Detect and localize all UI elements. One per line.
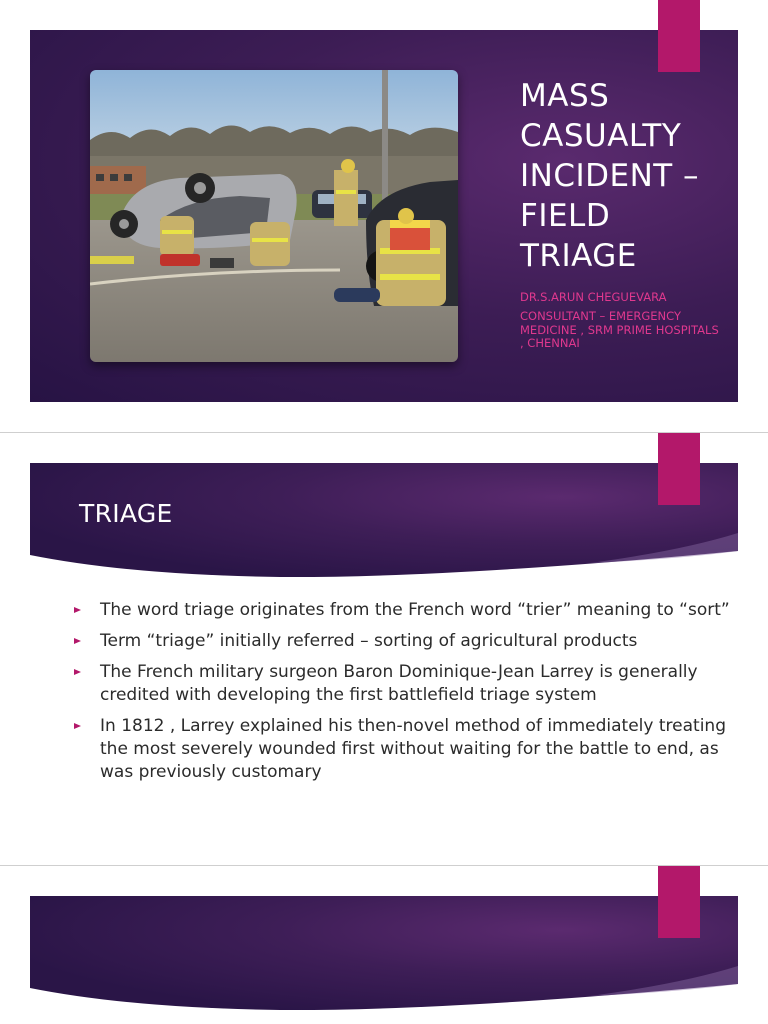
slide-2-triage bbox=[0, 433, 768, 865]
slide-title bbox=[520, 76, 735, 276]
author-name: DR.S.ARUN CHEGUEVARA bbox=[520, 290, 667, 304]
bullet-text: The word triage originates from the French word “trier” meaning to “sort” bbox=[100, 600, 730, 620]
scene-photo bbox=[90, 70, 458, 362]
list-item bbox=[74, 630, 734, 653]
author-affiliation: CONSULTANT – EMERGENCY MEDICINE , SRM PRIME HOSPITALS , CHENNAI bbox=[520, 309, 719, 350]
list-item bbox=[74, 661, 734, 707]
title-line: FIELD bbox=[520, 198, 611, 234]
bullet-arrow-icon bbox=[74, 669, 81, 675]
slide-1-title bbox=[0, 0, 768, 432]
accent-tab bbox=[658, 866, 700, 938]
title-line: CASUALTY bbox=[520, 118, 682, 154]
slide-title: TRIAGE bbox=[79, 499, 173, 528]
bullet-text: Term “triage” initially referred – sorting of agricultural products bbox=[100, 631, 638, 651]
list-item bbox=[74, 599, 734, 622]
bullet-text: The French military surgeon Baron Dominique-Jean Larrey is generally credited with developing the first battlefield triage system bbox=[100, 662, 698, 705]
title-banner bbox=[30, 896, 738, 1016]
bullet-text: In 1812 , Larrey explained his then-novel method of immediately treating the most severely wounded first without waiting for the battle to end, as was previously customary bbox=[100, 716, 726, 782]
bullet-arrow-icon bbox=[74, 723, 81, 729]
bullet-arrow-icon bbox=[74, 638, 81, 644]
bullet-arrow-icon bbox=[74, 607, 81, 613]
title-line: INCIDENT – bbox=[520, 158, 700, 194]
list-item bbox=[74, 715, 734, 784]
title-line: TRIAGE bbox=[520, 238, 637, 274]
title-line: MASS bbox=[520, 78, 610, 114]
slide-3 bbox=[0, 866, 768, 1024]
accent-tab bbox=[658, 433, 700, 505]
bullet-list bbox=[74, 599, 734, 792]
accent-tab bbox=[658, 0, 700, 72]
